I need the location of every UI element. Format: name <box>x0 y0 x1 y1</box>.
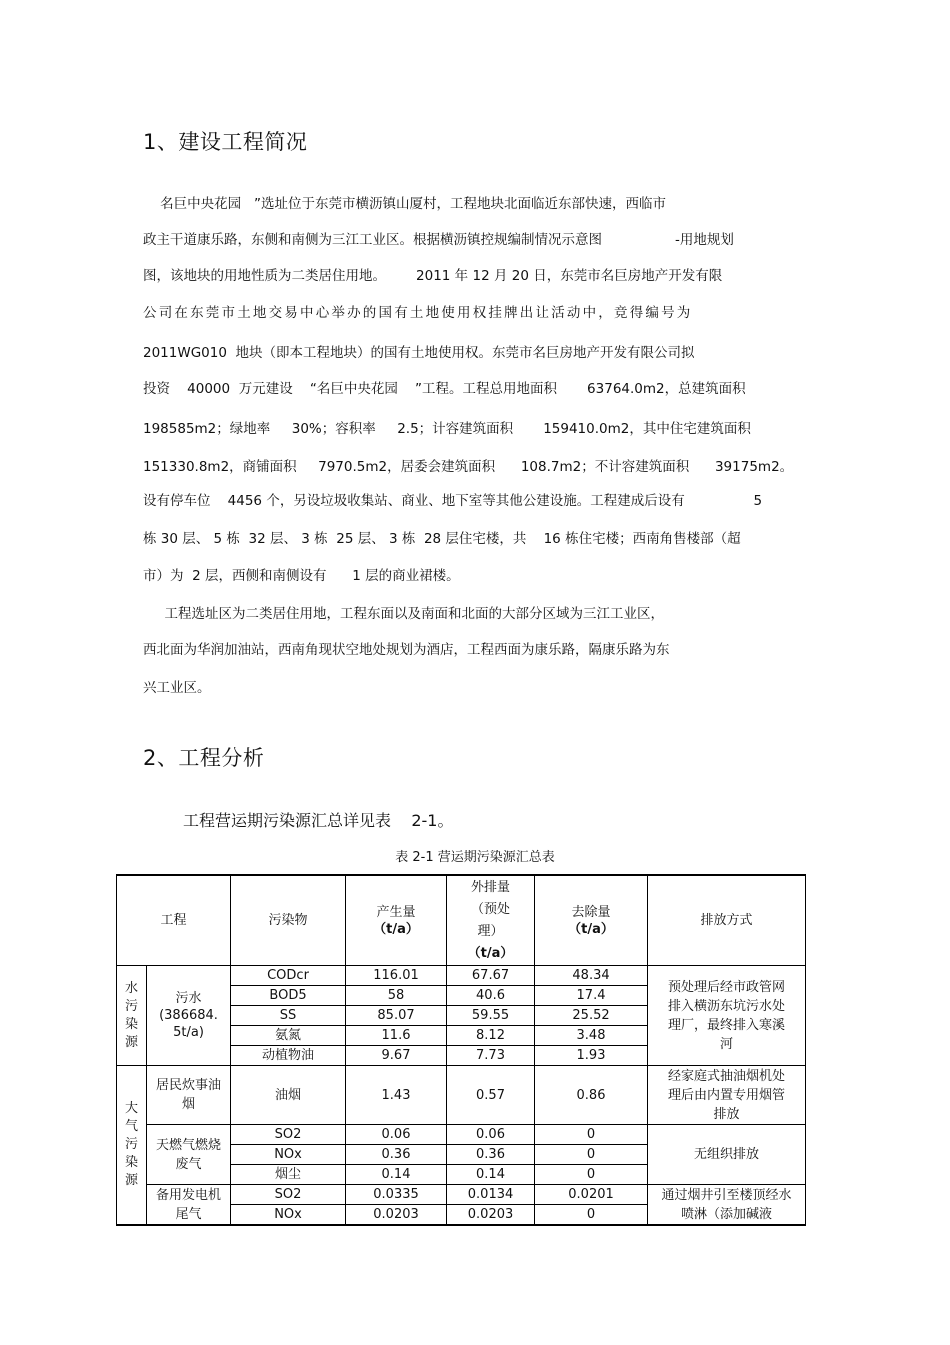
paragraph-line: 198585m2；绿地率 30%；容积率 2.5；计容建筑面积 159410.0m2，其中住宅建筑面积 <box>143 421 751 437</box>
cell-removed: 17.4 <box>535 986 648 1006</box>
cell-discharge: 0.36 <box>447 1145 535 1165</box>
method-cooking: 经家庭式抽油烟机处理后由内置专用烟管排放 <box>648 1066 806 1125</box>
table-intro: 工程营运期污染源汇总详见表 2-1。 <box>183 811 454 830</box>
paragraph-line: 西北面为华润加油站，西南角现状空地处规划为酒店，工程西面为康乐路，隔康乐路为东 <box>143 642 670 658</box>
header-project: 工程 <box>117 875 231 966</box>
cell-discharge: 40.6 <box>447 986 535 1006</box>
cell-removed: 0 <box>535 1205 648 1226</box>
paragraph-line: 设有停车位 4456 个，另设垃圾收集站、商业、地下室等其他公建设施。工程建成后设有 5 <box>143 493 763 509</box>
cell-pollutant: BOD5 <box>231 986 346 1006</box>
paragraph-line: 市）为 2 层，西侧和南侧设有 1 层的商业裙楼。 <box>143 568 460 584</box>
cell-produced: 116.01 <box>346 966 447 986</box>
cell-discharge: 67.67 <box>447 966 535 986</box>
cell-produced: 1.43 <box>346 1066 447 1125</box>
cell-produced: 58 <box>346 986 447 1006</box>
cell-removed: 48.34 <box>535 966 648 986</box>
method-gas: 无组织排放 <box>648 1125 806 1185</box>
cell-removed: 0.86 <box>535 1066 648 1125</box>
cell-discharge: 8.12 <box>447 1026 535 1046</box>
cell-removed: 0 <box>535 1125 648 1145</box>
header-discharge: 外排量 （预处 理） （t/a） <box>447 875 535 966</box>
source-cooking: 居民炊事油烟 <box>147 1066 231 1125</box>
cell-pollutant: 油烟 <box>231 1066 346 1125</box>
section-1-title: 1、建设工程简况 <box>143 130 308 154</box>
cell-pollutant: CODcr <box>231 966 346 986</box>
cell-removed: 0 <box>535 1165 648 1185</box>
pollution-source-table <box>116 874 806 1226</box>
cell-pollutant: 烟尘 <box>231 1165 346 1185</box>
cell-pollutant: NOx <box>231 1145 346 1165</box>
cell-discharge: 59.55 <box>447 1006 535 1026</box>
cell-produced: 0.36 <box>346 1145 447 1165</box>
group-water: 水污染源 <box>117 966 147 1066</box>
cell-pollutant: SO2 <box>231 1125 346 1145</box>
cell-removed: 1.93 <box>535 1046 648 1066</box>
cell-removed: 0 <box>535 1145 648 1165</box>
cell-removed: 25.52 <box>535 1006 648 1026</box>
paragraph-line: 名巨中央花园 ”选址位于东莞市横沥镇山厦村，工程地块北面临近东部快速，西临市 <box>143 196 667 212</box>
paragraph-line: 工程选址区为二类居住用地，工程东面以及南面和北面的大部分区域为三江工业区， <box>143 606 664 622</box>
paragraph-line: 投资 40000 万元建设 “名巨中央花园 ”工程。工程总用地面积 63764.0m2，总建筑面积 <box>143 381 746 397</box>
cell-produced: 0.06 <box>346 1125 447 1145</box>
cell-pollutant: SS <box>231 1006 346 1026</box>
table-header-row <box>117 875 806 966</box>
cell-discharge: 0.06 <box>447 1125 535 1145</box>
header-removed: 去除量 （t/a） <box>535 875 648 966</box>
header-method: 排放方式 <box>648 875 806 966</box>
source-wastewater: 污水 (386684. 5t/a) <box>147 966 231 1066</box>
cell-produced: 11.6 <box>346 1026 447 1046</box>
table-caption: 表 2-1 营运期污染源汇总表 <box>395 850 555 865</box>
paragraph-line: 图，该地块的用地性质为二类居住用地。 2011 年 12 月 20 日，东莞市名巨房地产开发有限 <box>143 268 723 284</box>
table-row <box>117 966 806 986</box>
cell-produced: 85.07 <box>346 1006 447 1026</box>
source-gas: 天燃气燃烧废气 <box>147 1125 231 1185</box>
table-row <box>117 1066 806 1125</box>
paragraph-line: 政主干道康乐路，东侧和南侧为三江工业区。根据横沥镇控规编制情况示意图 -用地规划 <box>143 232 734 248</box>
paragraph-line: 151330.8m2，商铺面积 7970.5m2，居委会建筑面积 108.7m2；不计容建筑面积 39175m2。 <box>143 459 794 475</box>
cell-discharge: 0.57 <box>447 1066 535 1125</box>
cell-discharge: 0.14 <box>447 1165 535 1185</box>
cell-removed: 3.48 <box>535 1026 648 1046</box>
paragraph-line: 栋 30 层、 5 栋 32 层、 3 栋 25 层、 3 栋 28 层住宅楼，共 16 栋住宅楼；西南角售楼部（超 <box>143 531 741 547</box>
cell-pollutant: 氨氮 <box>231 1026 346 1046</box>
source-generator: 备用发电机尾气 <box>147 1185 231 1226</box>
cell-discharge: 0.0134 <box>447 1185 535 1205</box>
cell-produced: 0.0203 <box>346 1205 447 1226</box>
table-row <box>117 1125 806 1145</box>
paragraph-line: 兴工业区。 <box>143 680 211 696</box>
cell-removed: 0.0201 <box>535 1185 648 1205</box>
cell-produced: 0.0335 <box>346 1185 447 1205</box>
table-row <box>117 1185 806 1205</box>
paragraph-line: 公司在东莞市土地交易中心举办的国有土地使用权挂牌出让活动中，竞得编号为 <box>143 305 693 321</box>
cell-discharge: 7.73 <box>447 1046 535 1066</box>
header-pollutant: 污染物 <box>231 875 346 966</box>
method-water: 预处理后经市政管网排入横沥东坑污水处理厂，最终排入寒溪河 <box>648 966 806 1066</box>
cell-pollutant: SO2 <box>231 1185 346 1205</box>
header-produced: 产生量 （t/a） <box>346 875 447 966</box>
cell-produced: 9.67 <box>346 1046 447 1066</box>
cell-pollutant: NOx <box>231 1205 346 1226</box>
cell-discharge: 0.0203 <box>447 1205 535 1226</box>
paragraph-line: 2011WG010 地块（即本工程地块）的国有土地使用权。东莞市名巨房地产开发有限公司拟 <box>143 345 695 361</box>
section-2-title: 2、工程分析 <box>143 746 265 770</box>
group-air: 大气污染源 <box>117 1066 147 1226</box>
cell-pollutant: 动植物油 <box>231 1046 346 1066</box>
method-generator: 通过烟井引至楼顶经水喷淋（添加碱液 <box>648 1185 806 1226</box>
cell-produced: 0.14 <box>346 1165 447 1185</box>
